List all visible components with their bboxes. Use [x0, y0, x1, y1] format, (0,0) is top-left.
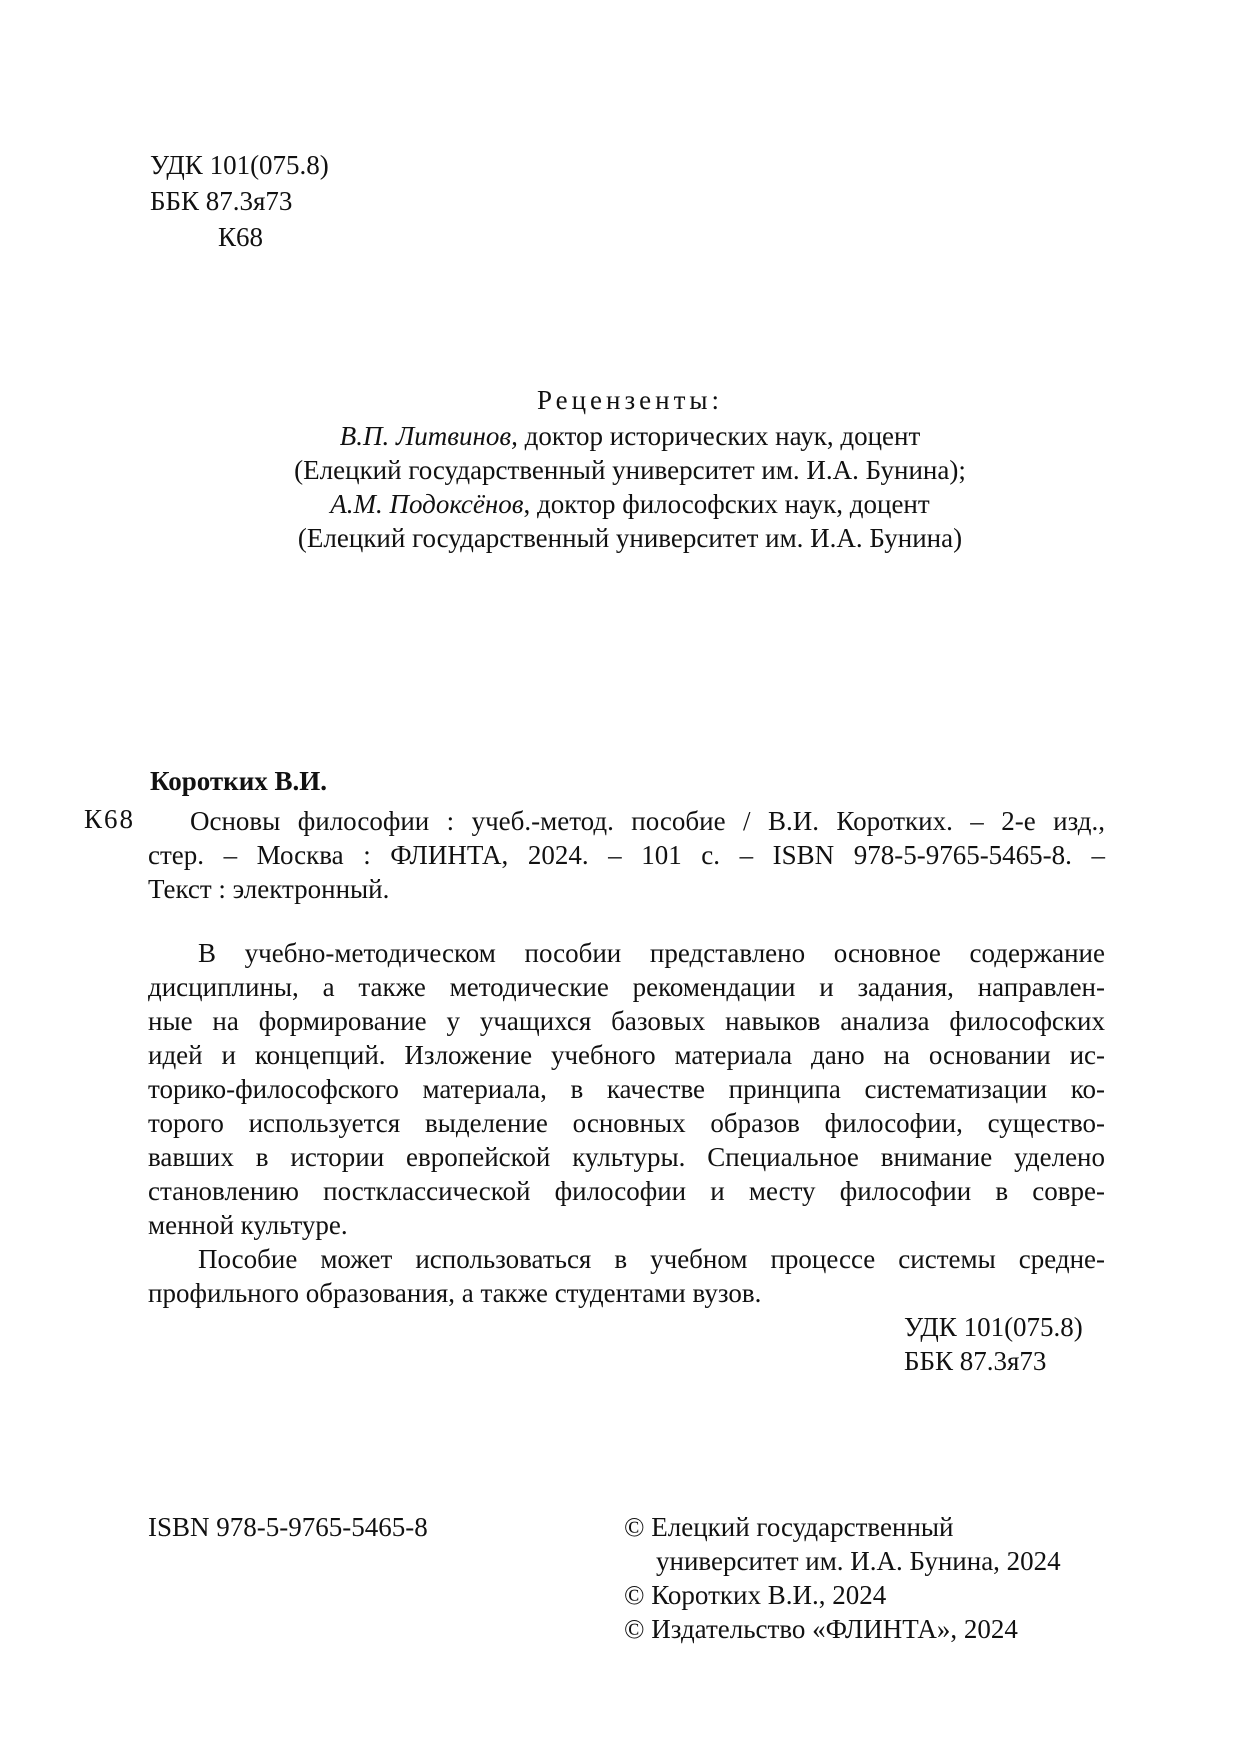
bib-line-2: стер. – Москва : ФЛИНТА, 2024. – 101 с. – ISBN 978-5-9765-5465-8. –: [148, 840, 1105, 870]
udk-code-top: УДК 101(075.8): [150, 150, 329, 180]
footer-isbn: ISBN 978-5-9765-5465-8: [148, 1512, 428, 1542]
reviewer-1-affiliation: (Елецкий государственный университет им. И.А. Бунина);: [294, 455, 966, 485]
bbk-code-top: ББК 87.3я73: [150, 186, 293, 216]
annotation-p1-line-5: торико-философского материала, в качестве принципа систематизации ко-: [148, 1074, 1105, 1104]
reviewer-2: [180, 489, 1080, 520]
annotation-p1-line-6: торого используется выделение основных образов философии, существо-: [148, 1108, 1105, 1138]
bbk-code-bottom: ББК 87.3я73: [904, 1346, 1047, 1376]
author-mark-top: К68: [218, 222, 264, 252]
annotation-p1-line-2: дисциплины, а также методические рекомендации и задания, направлен-: [148, 972, 1105, 1002]
annotation-p1-line-9: менной культуре.: [148, 1210, 348, 1240]
annotation-p1-line-1: В учебно-методическом пособии представлено основное содержание: [198, 938, 1105, 968]
bib-line-1: Основы философии : учеб.-метод. пособие / В.И. Коротких. – 2-е изд.,: [190, 806, 1105, 836]
reviewers-heading: Рецензенты:: [536, 385, 724, 415]
bib-author: Коротких В.И.: [150, 766, 328, 796]
annotation-p1-line-4: идей и концепций. Изложение учебного материала дано на основании ис-: [148, 1040, 1105, 1070]
copyright-university-line-1: © Елецкий государственный: [624, 1512, 954, 1542]
reviewer-1-name: В.П. Литвинов,: [339, 421, 518, 451]
bib-line-3: Текст : электронный.: [148, 874, 390, 904]
annotation-p1-line-8: становлению постклассической философии и месту философии в совре-: [148, 1176, 1105, 1206]
annotation-p1-line-7: вавших в истории европейской культуры. Специальное внимание уделено: [148, 1142, 1105, 1172]
copyright-university-line-2: университет им. И.А. Бунина, 2024: [656, 1546, 1061, 1576]
reviewer-1-title: доктор исторических наук, доцент: [517, 421, 921, 451]
annotation-p2-line-1: Пособие может использоваться в учебном процессе системы средне-: [198, 1244, 1105, 1274]
reviewer-2-name: А.М. Подоксёнов: [330, 489, 524, 519]
copyright-author: © Коротких В.И., 2024: [624, 1580, 887, 1610]
udk-code-bottom: УДК 101(075.8): [904, 1312, 1083, 1342]
reviewer-1: [180, 421, 1080, 452]
reviewer-2-affiliation: (Елецкий государственный университет им. И.А. Бунина): [297, 523, 963, 553]
annotation-p1-line-3: ные на формирование у учащихся базовых навыков анализа философских: [148, 1006, 1105, 1036]
copyright-publisher: © Издательство «ФЛИНТА», 2024: [624, 1614, 1018, 1644]
annotation-p2-line-2: профильного образования, а также студентами вузов.: [148, 1278, 762, 1308]
bib-author-mark: К68: [84, 804, 136, 834]
reviewer-2-title: , доктор философских наук, доцент: [523, 489, 930, 519]
